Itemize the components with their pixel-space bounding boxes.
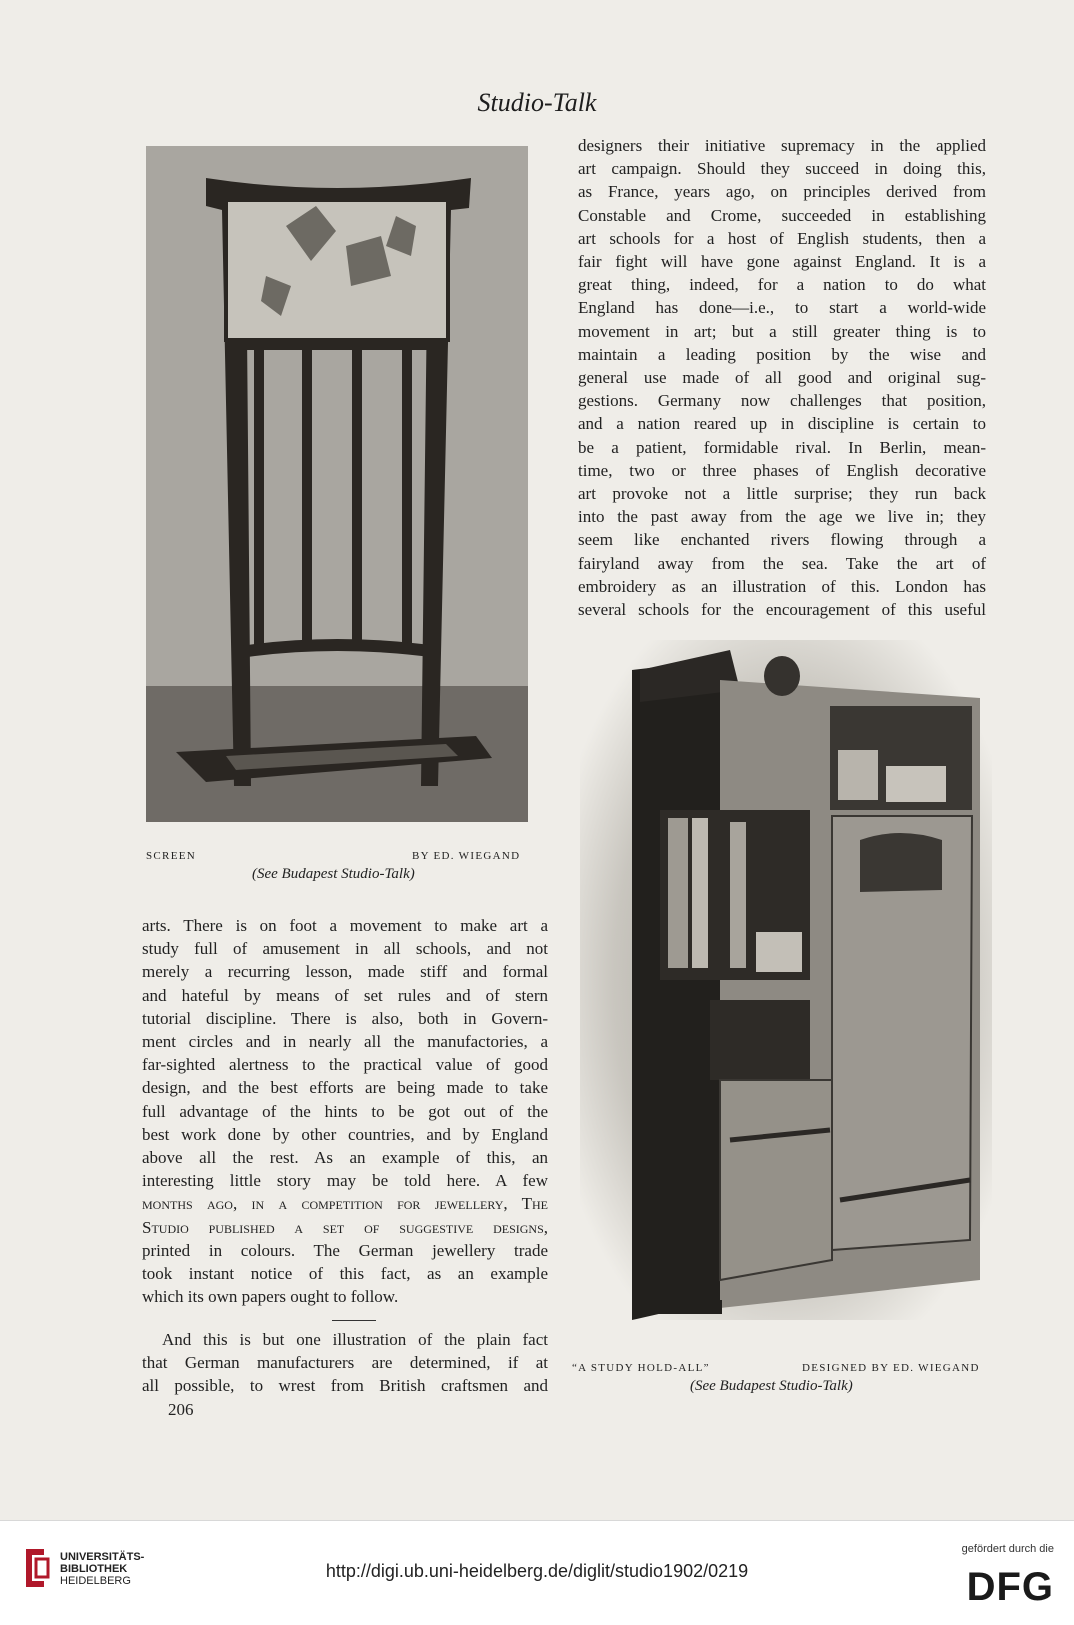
funded-by-label: gefördert durch die	[961, 1543, 1054, 1555]
text-line: interesting little story may be told here. A few	[142, 1171, 548, 1191]
text-line: great thing, indeed, for a nation to do what	[578, 275, 986, 295]
text-line: ment circles and in nearly all the manufactories, a	[142, 1032, 548, 1052]
section-divider	[332, 1320, 376, 1321]
text-line: full advantage of the hints to be got out of the	[142, 1101, 548, 1121]
library-line-2: BIBLIOTHEK	[60, 1563, 128, 1575]
viewer-footer	[0, 1520, 1074, 1625]
text-line: art schools for a host of English students, then a	[578, 228, 986, 248]
text-line: study full of amusement in all schools, and not	[142, 939, 548, 959]
text-line: several schools for the encouragement of this useful	[578, 600, 986, 620]
text-line: tutorial discipline. There is also, both in Govern-	[142, 1008, 548, 1028]
right-column-paragraph	[578, 134, 986, 621]
text-line: art campaign. Should they succeed in doing this,	[578, 159, 986, 179]
left-paragraph-1	[142, 914, 548, 1308]
text-line: above all the rest. As an example of this, an	[142, 1148, 548, 1168]
text-line: seem like enchanted rivers flowing through a	[578, 530, 986, 550]
page-number: 206	[168, 1400, 194, 1419]
text-line: And this is but one illustration of the plain fact	[162, 1330, 548, 1349]
screen-photo	[146, 146, 528, 822]
text-line: best work done by other countries, and by England	[142, 1124, 548, 1144]
library-line-1: UNIVERSITÄTS-	[60, 1551, 145, 1563]
left-paragraph-2	[142, 1328, 548, 1398]
text-line: all possible, to wrest from British craftsmen and	[142, 1376, 548, 1396]
text-line: gestions. Germany now challenges that position,	[578, 391, 986, 411]
cabinet-caption-left: “A STUDY HOLD-ALL”	[572, 1362, 710, 1374]
text-line: Studio published a set of suggestive designs,	[142, 1217, 548, 1237]
screen-caption-sub: (See Budapest Studio-Talk)	[252, 866, 415, 882]
text-line: and a nation reared up in discipline is certain to	[578, 414, 986, 434]
text-line: art provoke not a little surprise; they run back	[578, 484, 986, 504]
text-line: fair fight will have gone against England. It is a	[578, 252, 986, 272]
screen-illustration	[146, 146, 528, 822]
text-line: England has done—i.e., to start a world-wide	[578, 298, 986, 318]
text-line: took instant notice of this fact, as an example	[142, 1264, 548, 1284]
text-line: design, and the best efforts are being made to take	[142, 1078, 548, 1098]
text-line: maintain a leading position by the wise and	[578, 344, 986, 364]
text-line: movement in art; but a still greater thing is to	[578, 321, 986, 341]
left-column-text-2	[142, 1328, 548, 1398]
screen-caption-left: SCREEN	[146, 850, 196, 862]
text-line: months ago, in a competition for jewellery, The	[142, 1194, 548, 1214]
text-line: embroidery as an illustration of this. London has	[578, 576, 986, 596]
text-line: general use made of all good and original sug-	[578, 368, 986, 388]
text-line: printed in colours. The German jewellery trade	[142, 1240, 548, 1260]
left-column-text	[142, 914, 548, 1308]
cabinet-caption-sub: (See Budapest Studio-Talk)	[690, 1378, 853, 1394]
text-line: time, two or three phases of English decorative	[578, 460, 986, 480]
text-line: fairyland away from the sea. Take the art of	[578, 553, 986, 573]
text-line: into the past away from the age we live in; they	[578, 507, 986, 527]
text-line: that German manufacturers are determined, if at	[142, 1353, 548, 1373]
running-header: Studio-Talk	[477, 88, 597, 117]
permalink-url[interactable]: http://digi.ub.uni-heidelberg.de/diglit/studio1902/0219	[325, 1561, 749, 1581]
text-line: merely a recurring lesson, made stiff and formal	[142, 962, 548, 982]
text-line: be a patient, formidable rival. In Berlin, mean-	[578, 437, 986, 457]
text-line: and hateful by means of set rules and of stern	[142, 985, 548, 1005]
library-line-3: HEIDELBERG	[60, 1575, 131, 1587]
text-line: which its own papers ought to follow.	[142, 1287, 399, 1307]
text-line: arts. There is on foot a movement to make art a	[142, 916, 548, 935]
cabinet-caption-right: DESIGNED BY ED. WIEGAND	[802, 1362, 980, 1374]
dfg-logo[interactable]: DFG	[966, 1565, 1054, 1609]
right-column-text	[578, 134, 986, 621]
cabinet-photo	[580, 640, 992, 1320]
text-line: Constable and Crome, succeeded in establishing	[578, 205, 986, 225]
cabinet-illustration	[580, 640, 992, 1320]
text-line: as France, years ago, on principles derived from	[578, 182, 986, 202]
text-line: far-sighted alertness to the practical value of good	[142, 1055, 548, 1075]
screen-caption-right: BY ED. WIEGAND	[412, 850, 521, 862]
text-line: designers their initiative supremacy in the applied	[578, 136, 986, 155]
